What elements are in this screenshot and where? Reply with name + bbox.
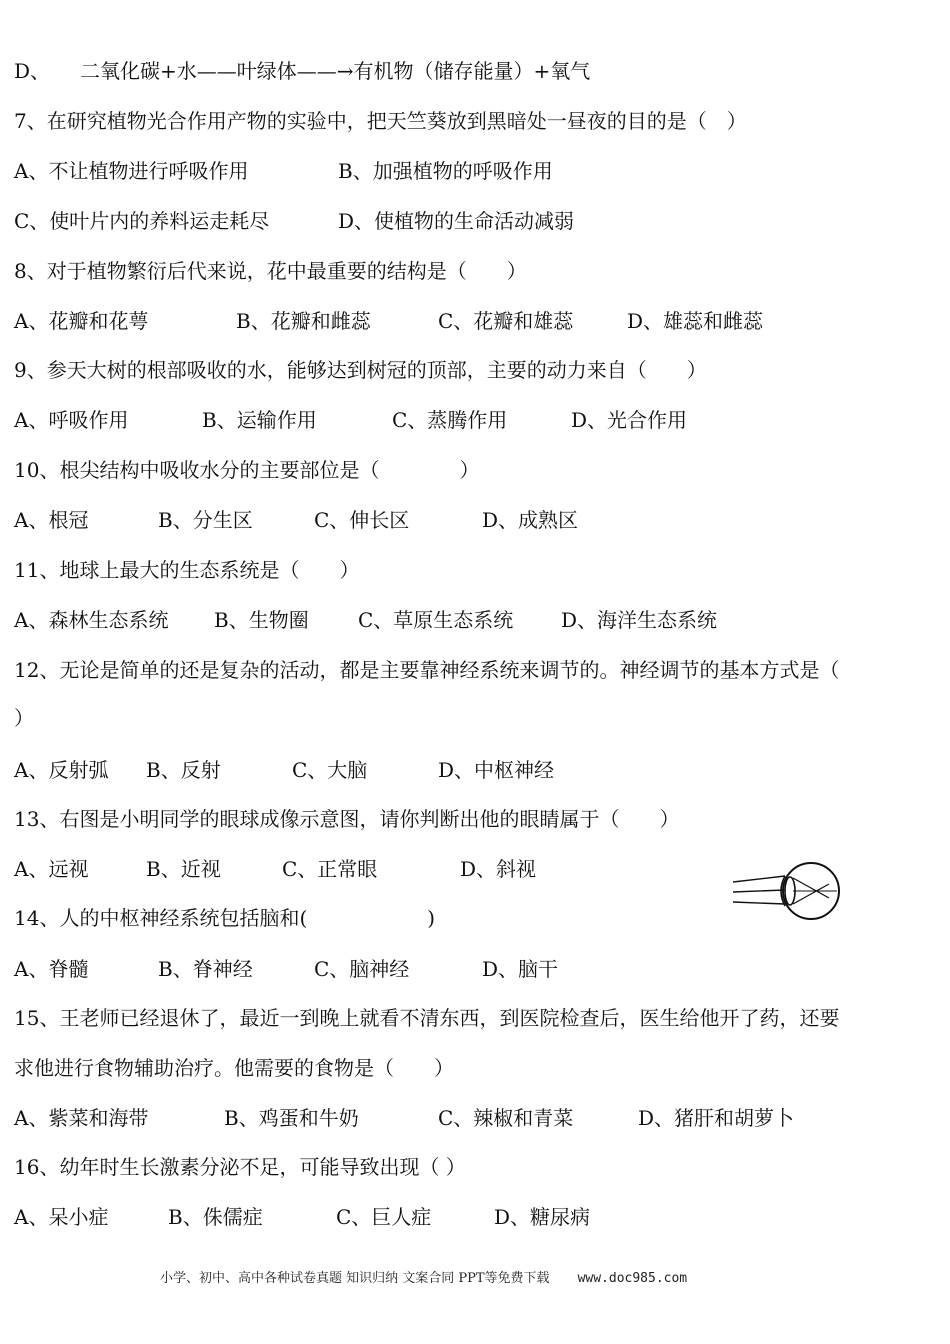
answer-option: D、雄蕊和雌蕊 [627, 309, 764, 333]
question-line: 求他进行食物辅助治疗。他需要的食物是（ ） [14, 1056, 454, 1080]
answer-option: C、花瓣和雄蕊 [438, 309, 574, 333]
question-line: 13、右图是小明同学的眼球成像示意图，请你判断出他的眼睛属于（ ） [14, 807, 680, 831]
answer-option: D、光合作用 [571, 408, 688, 432]
question-line: 14、人的中枢神经系统包括脑和( ) [14, 906, 436, 930]
answer-option: 二氧化碳+水——叶绿体——→有机物（储存能量）+氧气 [80, 59, 591, 83]
answer-option: D、中枢神经 [438, 758, 555, 782]
answer-option: D、海洋生态系统 [561, 608, 718, 632]
answer-option: B、近视 [146, 857, 221, 881]
answer-option: D、猪肝和胡萝卜 [638, 1106, 795, 1130]
page-footer [160, 1270, 687, 1288]
answer-option: B、加强植物的呼吸作用 [338, 159, 553, 183]
answer-option: C、蒸腾作用 [392, 408, 508, 432]
answer-option: D、 [14, 59, 51, 83]
answer-option: C、使叶片内的养料运走耗尽 [14, 209, 270, 233]
answer-option: D、糖尿病 [494, 1205, 591, 1229]
answer-option: B、侏儒症 [168, 1205, 263, 1229]
question-line: 16、幼年时生长激素分泌不足，可能导致出现（ ） [14, 1155, 466, 1179]
answer-option: B、生物圈 [214, 608, 309, 632]
answer-option: A、呆小症 [14, 1205, 109, 1229]
question-line: 8、对于植物繁衍后代来说，花中最重要的结构是（ ） [14, 259, 527, 283]
answer-option: A、反射弧 [14, 758, 109, 782]
answer-option: B、反射 [146, 758, 221, 782]
answer-option: A、花瓣和花萼 [14, 309, 149, 333]
question-line: 10、根尖结构中吸收水分的主要部位是（ ） [14, 458, 480, 482]
question-line: 11、地球上最大的生态系统是（ ） [14, 558, 360, 582]
answer-option: A、森林生态系统 [14, 608, 169, 632]
answer-option: C、伸长区 [314, 508, 410, 532]
question-line: 15、王老师已经退休了，最近一到晚上就看不清东西，到医院检查后，医生给他开了药，还要 [14, 1006, 840, 1030]
answer-option: A、脊髓 [14, 957, 89, 981]
answer-option: B、脊神经 [158, 957, 253, 981]
question-line: ） [14, 706, 34, 730]
answer-option: B、花瓣和雌蕊 [236, 309, 371, 333]
answer-option: B、鸡蛋和牛奶 [224, 1106, 359, 1130]
footer-text: 小学、初中、高中各种试卷真题 知识归纳 文案合同 PPT等免费下载 [160, 1271, 550, 1286]
answer-option: D、使植物的生命活动减弱 [338, 209, 575, 233]
answer-option: D、脑干 [482, 957, 559, 981]
answer-option: C、辣椒和青菜 [438, 1106, 574, 1130]
question-line: 9、参天大树的根部吸收的水，能够达到树冠的顶部，主要的动力来自（ ） [14, 358, 707, 382]
question-line: 7、在研究植物光合作用产物的实验中，把天竺葵放到黑暗处一昼夜的目的是（ ） [14, 109, 747, 133]
answer-option: C、大脑 [292, 758, 368, 782]
eye-diagram-icon [733, 858, 845, 924]
answer-option: C、巨人症 [336, 1205, 432, 1229]
answer-option: D、成熟区 [482, 508, 579, 532]
answer-option: A、不让植物进行呼吸作用 [14, 159, 249, 183]
answer-option: C、草原生态系统 [358, 608, 514, 632]
answer-option: C、正常眼 [282, 857, 378, 881]
answer-option: A、远视 [14, 857, 89, 881]
answer-option: A、紫菜和海带 [14, 1106, 149, 1130]
footer-url: www.doc985.com [577, 1271, 688, 1286]
answer-option: B、运输作用 [202, 408, 317, 432]
answer-option: B、分生区 [158, 508, 253, 532]
answer-option: A、根冠 [14, 508, 89, 532]
answer-option: A、呼吸作用 [14, 408, 129, 432]
answer-option: D、斜视 [460, 857, 537, 881]
answer-option: C、脑神经 [314, 957, 410, 981]
question-line: 12、无论是简单的还是复杂的活动，都是主要靠神经系统来调节的。神经调节的基本方式是（ [14, 658, 840, 682]
